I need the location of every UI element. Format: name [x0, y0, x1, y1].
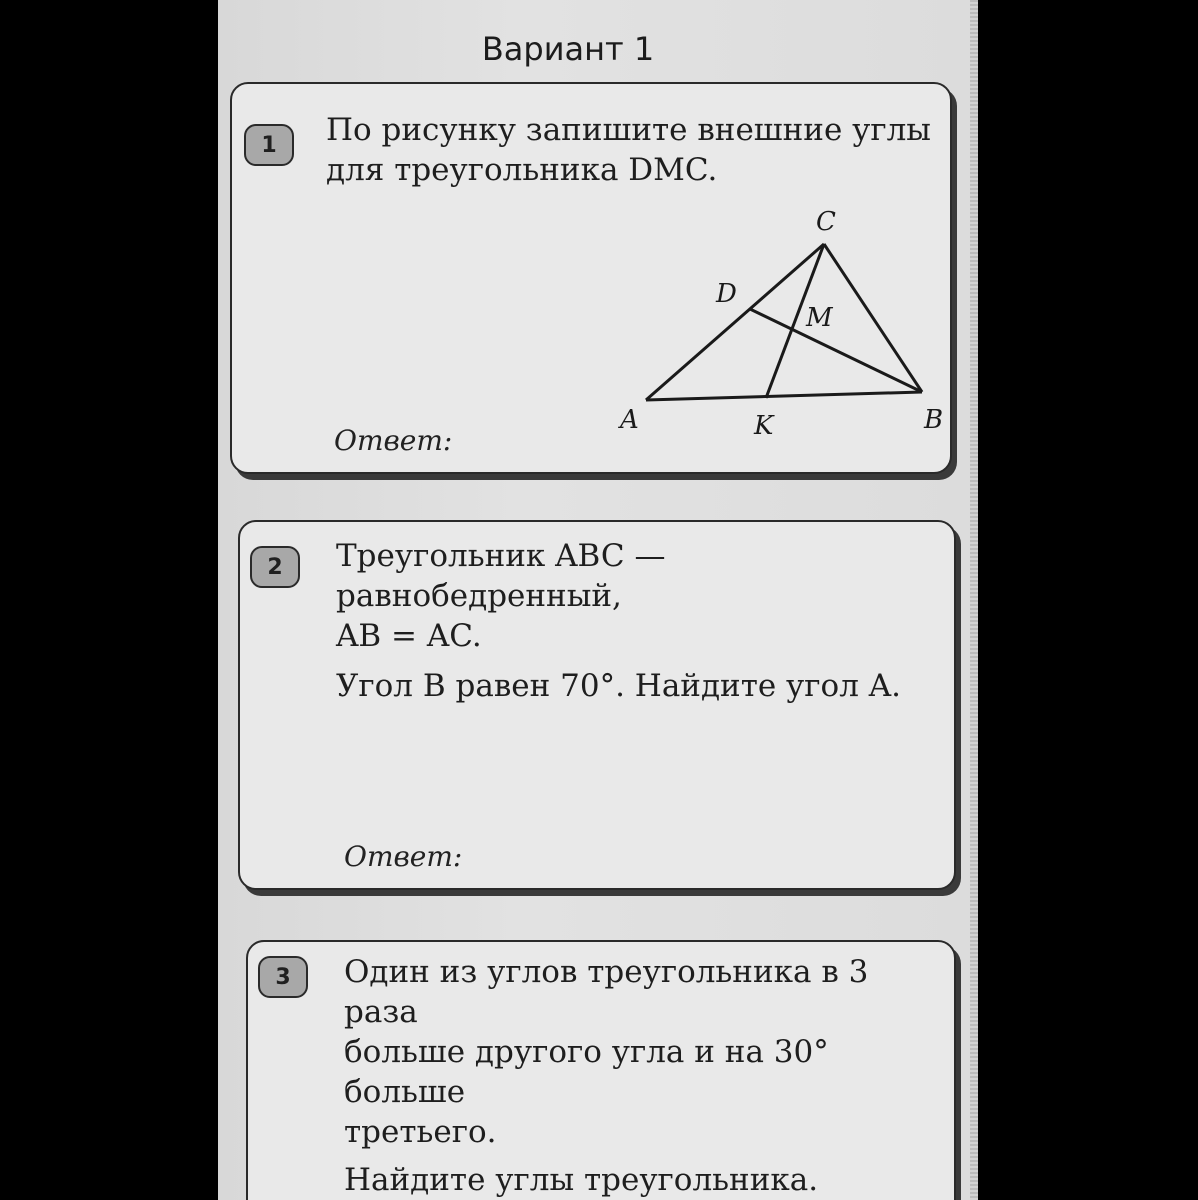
point-label-m: M [806, 303, 833, 333]
point-label-d: D [716, 279, 737, 309]
point-label-c: C [816, 207, 836, 237]
task-number-badge: 3 [258, 956, 308, 998]
variant-title: Вариант 1 [481, 30, 655, 68]
task-line: больше другого угла и на 30° больше [344, 1034, 829, 1110]
task-text [326, 110, 936, 190]
task-line: Один из углов треугольника в 3 раза [344, 954, 869, 1030]
task-text [344, 952, 944, 1200]
page-edge [970, 0, 978, 1200]
point-label-b: B [924, 405, 944, 435]
task-line: AB = AC. [336, 618, 482, 654]
task-number-badge: 1 [244, 124, 294, 166]
task-line: Треугольник ABC — равнобедренный, [336, 538, 666, 614]
segment-ab [646, 392, 922, 400]
worksheet-page [218, 0, 978, 1200]
point-label-a: A [620, 405, 639, 435]
task-line: для треугольника DMC. [326, 152, 718, 188]
task-number-badge: 2 [250, 546, 300, 588]
point-label-k: K [754, 411, 774, 441]
triangle-figure [592, 202, 952, 442]
answer-label: Ответ: [334, 424, 453, 457]
task-line: третьего. [344, 1114, 497, 1150]
task-line: По рисунку запишите внешние углы [326, 112, 931, 148]
task-text [336, 536, 936, 706]
task-card-3 [246, 940, 956, 1200]
segment-ac [646, 244, 824, 400]
task-card-1 [230, 82, 952, 474]
task-question: Угол B равен 70°. Найдите угол A. [336, 668, 901, 704]
task-card-2 [238, 520, 956, 890]
task-question: Найдите углы треугольника. [344, 1162, 819, 1198]
answer-label: Ответ: [344, 840, 463, 873]
